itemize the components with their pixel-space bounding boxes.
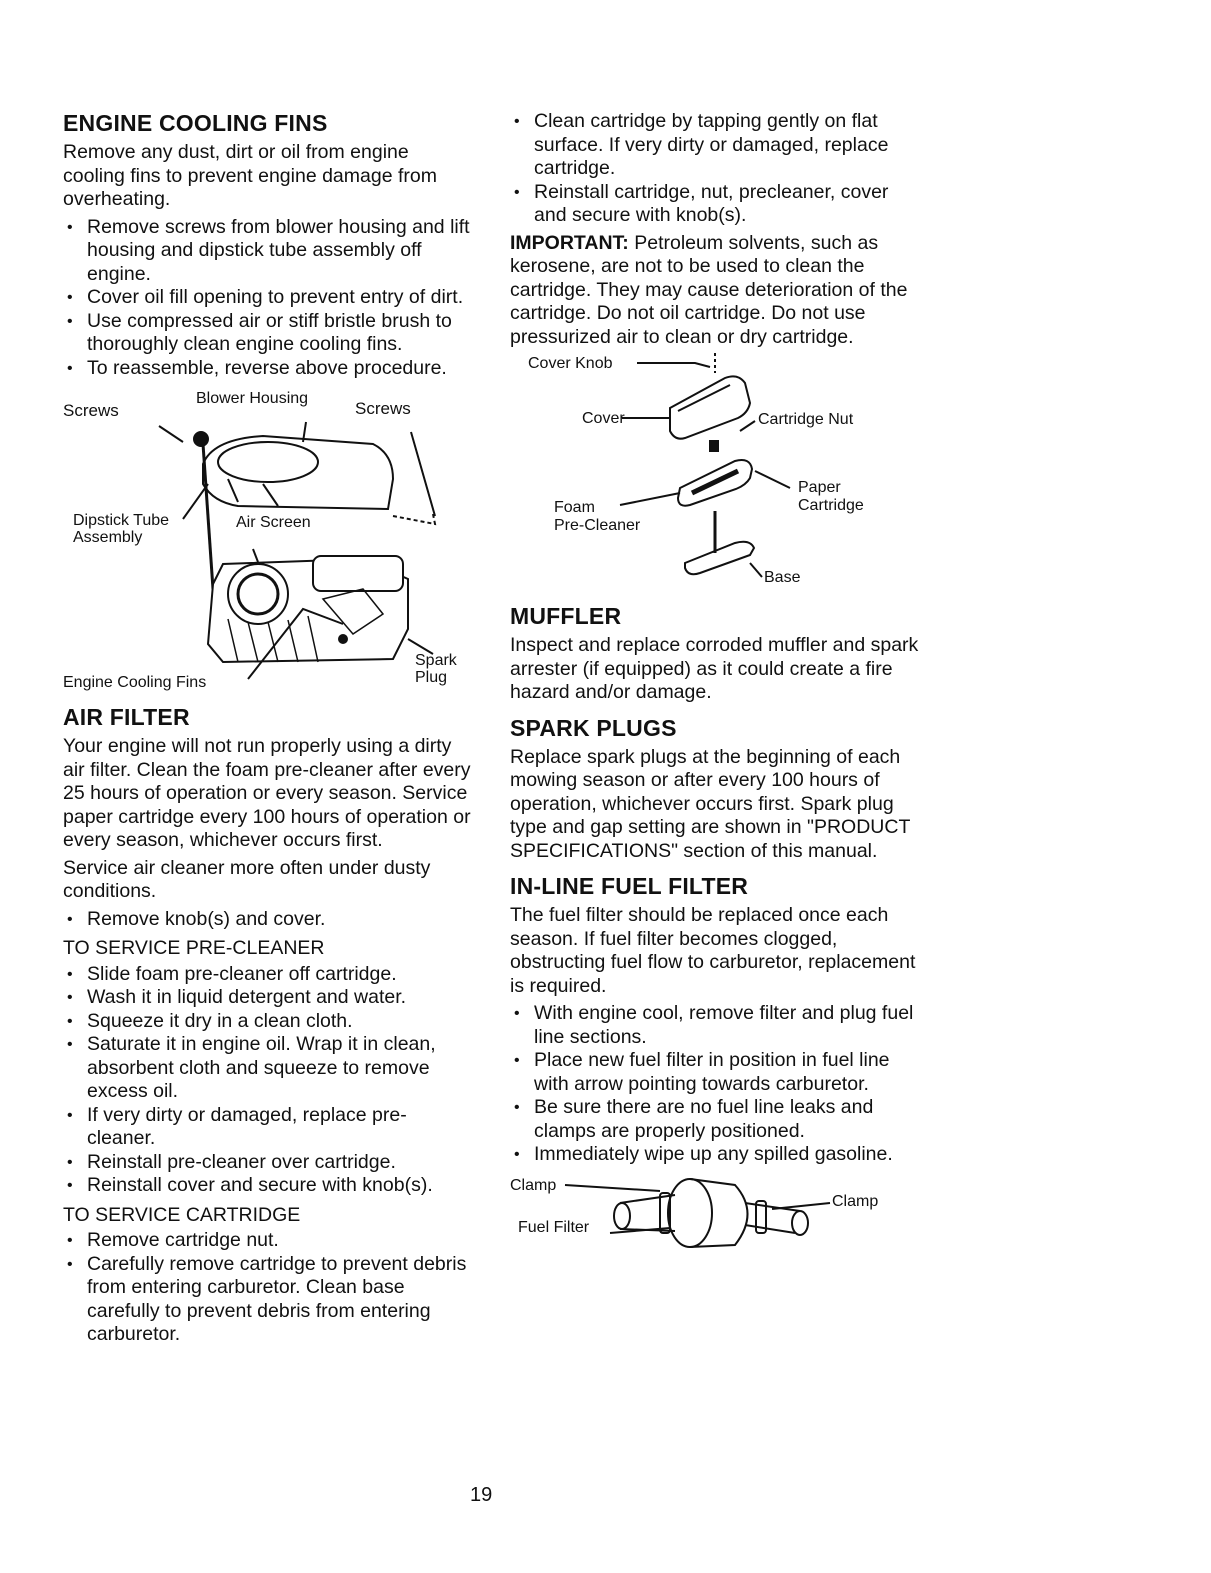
label-foam-2: Pre-Cleaner bbox=[554, 517, 641, 534]
air-filter-steps bbox=[63, 908, 473, 932]
page-number: 19 bbox=[470, 1484, 493, 1506]
air-filter-section bbox=[63, 704, 473, 1347]
important-text: Petroleum solvents, such as kerosene, are not to be used to clean the cartridge. They may cause deterioration of the cartridge. Do not oil cartridge. Do not use pressurized air to clean or dry cartridge. bbox=[510, 231, 908, 348]
pre-cleaner-steps bbox=[63, 963, 473, 1198]
air-filter-illustration bbox=[510, 353, 920, 603]
label-cooling-fins: Engine Cooling Fins bbox=[63, 674, 207, 691]
cooling-intro: Remove any dust, dirt or oil from engine cooling fins to prevent engine damage from overheating. bbox=[63, 141, 437, 210]
label-paper-2: Cartridge bbox=[798, 497, 864, 514]
air-filter-p2: Service air cleaner more often under dusty conditions. bbox=[63, 856, 431, 902]
label-cartridge-nut: Cartridge Nut bbox=[758, 411, 854, 428]
engine-diagram bbox=[63, 384, 473, 691]
list-item: • Saturate it in engine oil. Wrap it in clean, absorbent cloth and squeeze to remove excess oil. bbox=[63, 1033, 473, 1104]
cartridge-steps-continued bbox=[510, 110, 920, 228]
list-item: • Wash it in liquid detergent and water. bbox=[63, 986, 473, 1010]
label-clamp-left: Clamp bbox=[510, 1176, 557, 1194]
list-item: • Remove cartridge nut. bbox=[63, 1229, 473, 1253]
muffler-text: Inspect and replace corroded muffler and spark arrester (if equipped) as it could create a fire hazard and/or damage. bbox=[510, 634, 919, 703]
label-spark-2: Plug bbox=[415, 669, 448, 686]
list-item: • Be sure there are no fuel line leaks and clamps are properly positioned. bbox=[510, 1096, 920, 1143]
list-item: • Reinstall cover and secure with knob(s). bbox=[63, 1174, 473, 1198]
list-item: • Use compressed air or stiff bristle brush to thoroughly clean engine cooling fins. bbox=[63, 310, 473, 357]
label-paper-1: Paper bbox=[798, 479, 841, 496]
list-item: • Clean cartridge by tapping gently on flat surface. If very dirty or damaged, replace cartridge. bbox=[510, 110, 920, 181]
important-note bbox=[510, 232, 920, 350]
list-item: • If very dirty or damaged, replace pre-cleaner. bbox=[63, 1104, 473, 1151]
label-clamp-right: Clamp bbox=[832, 1192, 879, 1210]
important-label: IMPORTANT: bbox=[510, 231, 629, 254]
label-blower-housing: Blower Housing bbox=[196, 390, 309, 407]
subheading-pre-cleaner: TO SERVICE PRE-CLEANER bbox=[63, 937, 325, 959]
section-title-cooling: ENGINE COOLING FINS bbox=[63, 110, 328, 136]
label-screws-left: Screws bbox=[63, 401, 119, 420]
fuel-filter-steps bbox=[510, 1002, 920, 1167]
list-item: • To reassemble, reverse above procedure. bbox=[63, 357, 473, 381]
list-item: • Reinstall cartridge, nut, precleaner, cover and secure with knob(s). bbox=[510, 181, 920, 228]
list-item: • With engine cool, remove filter and plug fuel line sections. bbox=[510, 1002, 920, 1049]
label-foam-1: Foam bbox=[554, 499, 595, 516]
cooling-steps bbox=[63, 216, 473, 381]
air-filter-diagram bbox=[510, 353, 920, 603]
cartridge-steps bbox=[63, 1229, 473, 1347]
label-air-screen: Air Screen bbox=[236, 514, 311, 531]
section-title-spark-plugs: SPARK PLUGS bbox=[510, 714, 677, 741]
label-base: Base bbox=[764, 569, 801, 586]
fuel-filter-text: The fuel filter should be replaced once each season. If fuel filter becomes clogged, obstructing fuel flow to carburetor, replacement is required. bbox=[510, 904, 916, 997]
fuel-filter-diagram bbox=[510, 1173, 920, 1273]
fuel-filter-section bbox=[510, 873, 920, 1167]
label-fuel-filter: Fuel Filter bbox=[518, 1218, 590, 1236]
list-item: • Squeeze it dry in a clean cloth. bbox=[63, 1010, 473, 1034]
list-item: • Slide foam pre-cleaner off cartridge. bbox=[63, 963, 473, 987]
air-filter-p1: Your engine will not run properly using a dirty air filter. Clean the foam pre-cleaner after every 25 hours of operation or every season. Service paper cartridge every 100 hours of operation or every season, whichever occurs first. bbox=[63, 735, 471, 851]
list-item: • Remove knob(s) and cover. bbox=[63, 908, 473, 932]
label-spark-1: Spark bbox=[415, 652, 457, 669]
section-title-fuel-filter: IN-LINE FUEL FILTER bbox=[510, 873, 749, 899]
left-column bbox=[63, 110, 473, 1351]
list-item: • Reinstall pre-cleaner over cartridge. bbox=[63, 1151, 473, 1175]
spark-plugs-section bbox=[510, 715, 920, 864]
section-title-air-filter: AIR FILTER bbox=[63, 704, 190, 730]
label-cover-knob: Cover Knob bbox=[528, 355, 613, 372]
list-item: • Immediately wipe up any spilled gasoline. bbox=[510, 1143, 920, 1167]
list-item: • Place new fuel filter in position in fuel line with arrow pointing towards carburetor. bbox=[510, 1049, 920, 1096]
subheading-cartridge: TO SERVICE CARTRIDGE bbox=[63, 1203, 301, 1226]
section-title-muffler: MUFFLER bbox=[510, 603, 622, 629]
list-item: • Remove screws from blower housing and lift housing and dipstick tube assembly off engine. bbox=[63, 216, 473, 287]
label-screws-right: Screws bbox=[355, 399, 411, 418]
muffler-section bbox=[510, 603, 920, 705]
label-dipstick-2: Assembly bbox=[73, 529, 143, 546]
list-item: • Cover oil fill opening to prevent entry of dirt. bbox=[63, 286, 473, 310]
label-dipstick-1: Dipstick Tube bbox=[73, 512, 170, 529]
engine-cooling-fins-section bbox=[63, 110, 473, 380]
right-column bbox=[510, 110, 920, 1273]
spark-plugs-text: Replace spark plugs at the beginning of each mowing season or after every 100 hours of operation, whichever occurs first. Spark plug type and gap setting are shown in "PRODUCT SPECIFICATIONS" section of this manual. bbox=[510, 745, 911, 862]
label-cover: Cover bbox=[582, 410, 625, 427]
list-item: • Carefully remove cartridge to prevent debris from entering carburetor. Clean base carefully to prevent debris from entering carburetor. bbox=[63, 1253, 473, 1347]
